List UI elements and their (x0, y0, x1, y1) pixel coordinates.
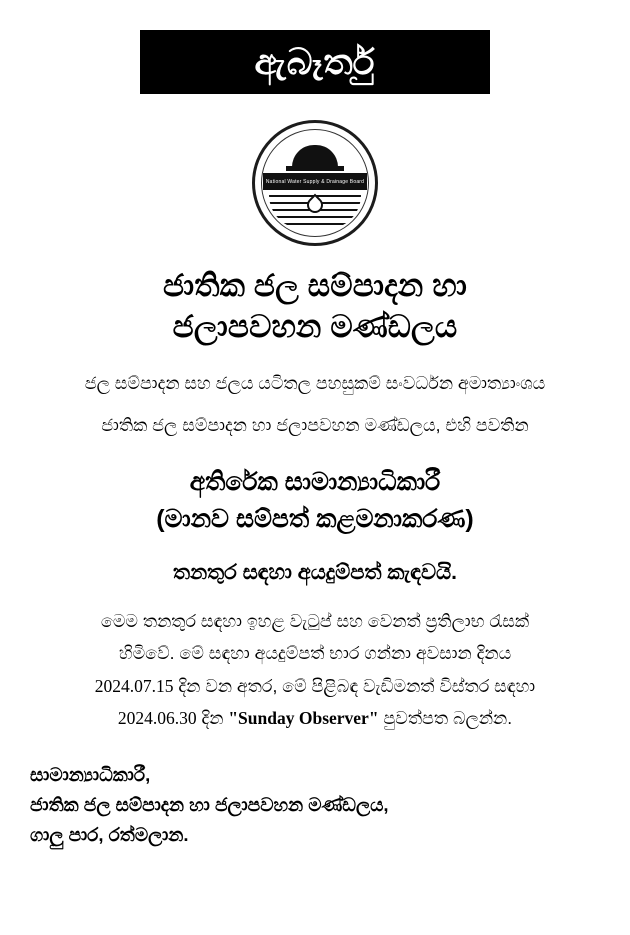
signoff-line-3: ගාලු පාර, රත්මලාන. (30, 823, 189, 845)
signoff-block (24, 760, 606, 849)
emblem-band (263, 173, 367, 190)
emblem-dome-base (286, 166, 344, 171)
signoff-line-2: ජාතික ජල සම්පාදන හා ජලාපවහන මණ්ඩලය, (30, 793, 389, 815)
newspaper-name: "Sunday Observer" (228, 707, 379, 728)
emblem-band-text: National Water Supply & Drainage Board (265, 178, 365, 185)
authority-line: ජාතික ජල සම්පාදන හා ජලාපවහන මණ්ඩලය, එහි පවතින (101, 415, 529, 436)
organization-title-line-2: ජලාපවහන මණ්ඩලය (172, 308, 458, 344)
banner-label: ඇබෑර්තු (254, 41, 376, 82)
newspaper-date: 2024.06.30 (117, 707, 197, 728)
closing-date: 2024.07.15 (94, 675, 174, 696)
applications-call-line: තනතුර සඳහා අයදුම්පත් කැඳවයි. (173, 560, 457, 584)
body-line-3 (34, 670, 596, 702)
body-line-4 (34, 702, 596, 734)
organization-title-line-1: ජාතික ජල සම්පාදන හා (162, 268, 468, 303)
body-paragraph (24, 605, 606, 735)
banner-container (24, 0, 606, 94)
vacancy-banner (140, 30, 490, 94)
post-subtitle: (මානව සම්පත් කළමනාකරණ) (156, 504, 474, 533)
ministry-line: ජල සම්පාදන සහ ජලය යටිතල පහසුකම් සංවර්ධන අමාත්‍යාංශය (84, 372, 546, 393)
body-line-2: හිමිවේ. මේ සඳහා අයදුම්පත් භාර ගන්නා අවසාන දිනය (118, 643, 512, 664)
water-board-emblem-icon (252, 120, 378, 246)
body-line-4-pre: දින (201, 707, 224, 728)
logo-container (24, 120, 606, 246)
body-line-1: මෙම තනතුර සඳහා ඉහළ වැටුප් සහ වෙනත් ප්‍රතිලාභ රැසක් (100, 610, 530, 631)
post-title: අතිරේක සාමාන්‍යාධිකාරී (189, 468, 441, 497)
organization-title (24, 266, 606, 348)
signoff-line-1: සාමාන්‍යාධිකාරී, (30, 764, 151, 786)
body-line-4-post: පුවත්පත බලන්න. (383, 707, 513, 728)
body-line-3-text: දින වන අතර, මේ පිළිබඳ වැඩිමනත් විස්තර සඳහා (178, 675, 536, 696)
